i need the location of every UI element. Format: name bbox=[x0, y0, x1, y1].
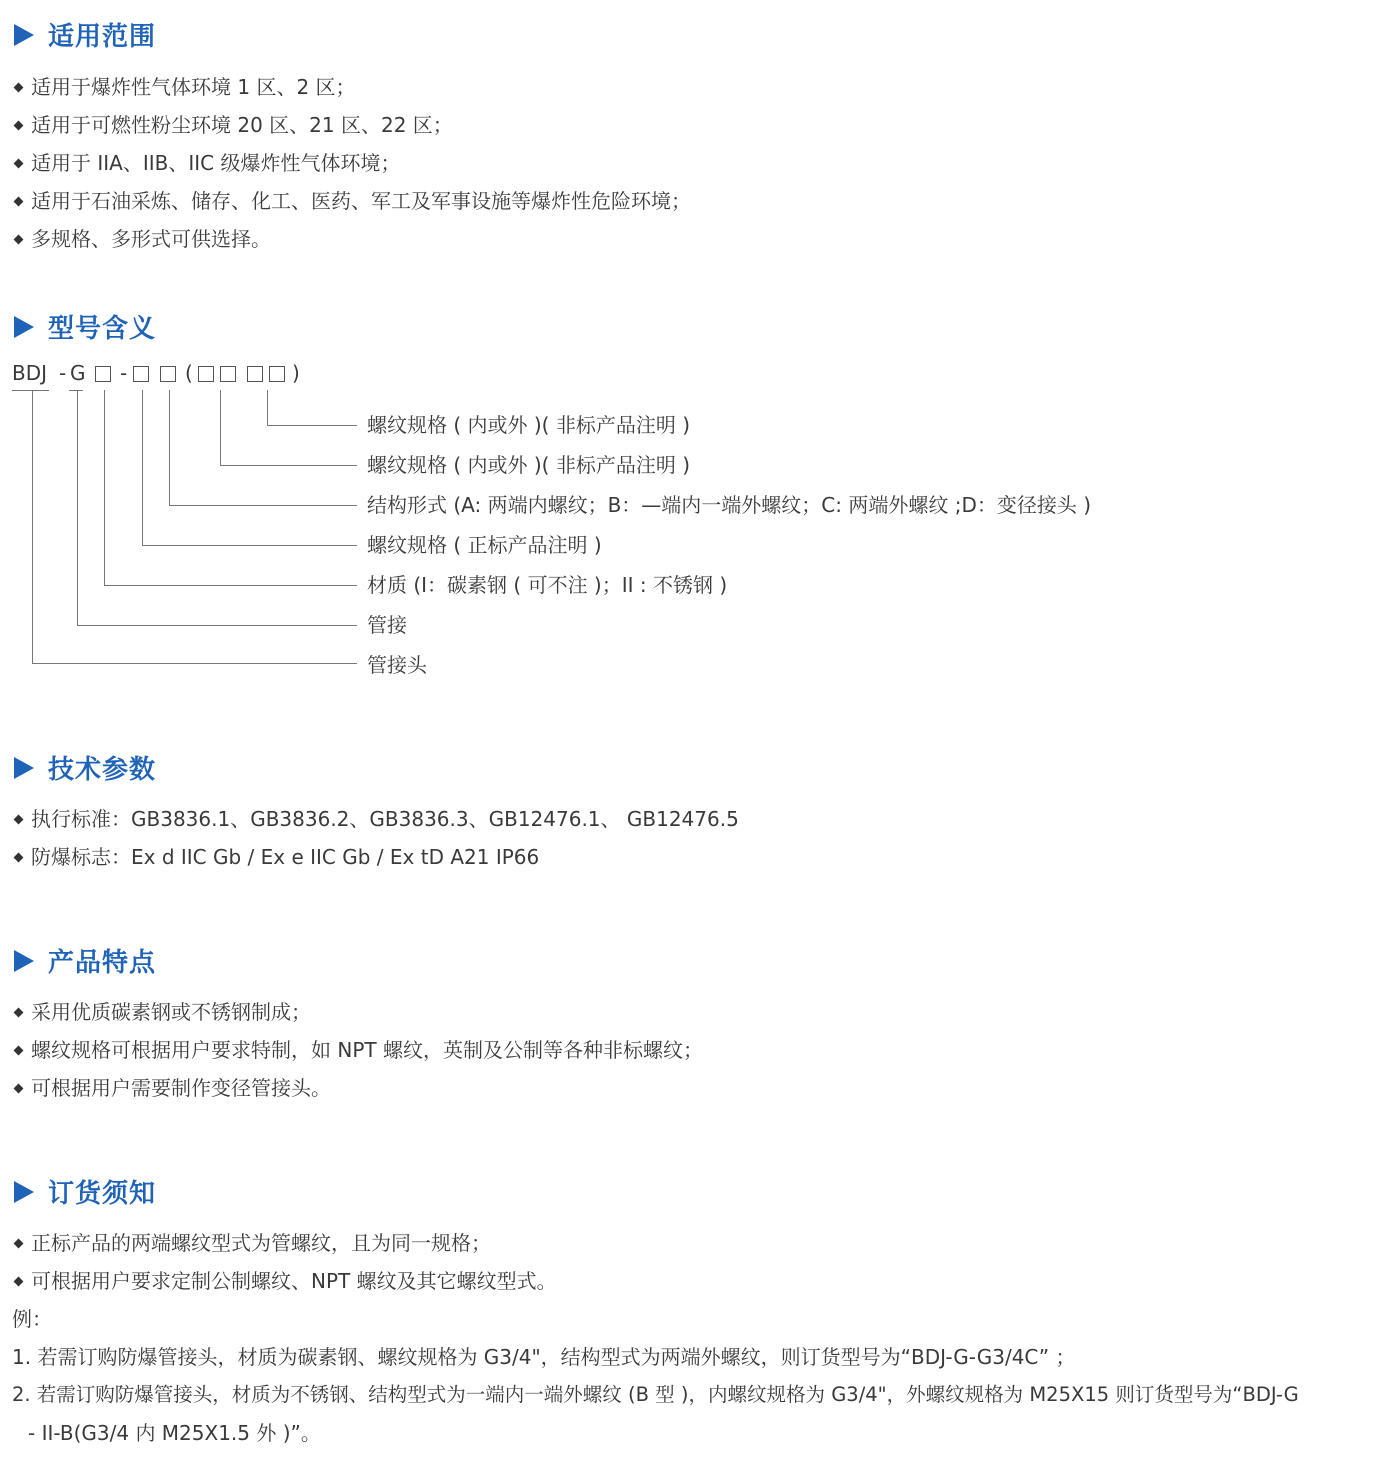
model-desc: 管接 bbox=[367, 613, 407, 637]
code-underline bbox=[69, 390, 83, 391]
code-rparen: ) bbox=[292, 361, 300, 385]
section-title-features bbox=[14, 942, 156, 979]
model-desc: 螺纹规格 ( 正标产品注明 ) bbox=[367, 533, 602, 557]
diamond-bullet-icon bbox=[14, 1276, 24, 1286]
model-desc: 结构形式 (A: 两端内螺纹；B：—端内一端外螺纹；C: 两端外螺纹 ;D：变径接头 ) bbox=[367, 493, 1092, 517]
example-1: 1. 若需订购防爆管接头，材质为碳素钢、螺纹规格为 G3/4"，结构型式为两端外螺纹，则订货型号为“BDJ-G-G3/4C” ； bbox=[12, 1345, 1076, 1369]
diamond-bullet-icon bbox=[14, 1238, 24, 1248]
diamond-bullet-icon bbox=[14, 1007, 24, 1017]
section-title-text: 型号含义 bbox=[48, 314, 157, 344]
example-label: 例： bbox=[12, 1307, 52, 1331]
triangle-bullet-icon bbox=[14, 757, 34, 779]
list-item: 适用于爆炸性气体环境 1 区、2 区； bbox=[12, 68, 691, 106]
code-placeholder-box bbox=[198, 366, 214, 382]
list-item: 防爆标志：Ex d IIC Gb / Ex e IIC Gb / Ex tD A21 IP66 bbox=[12, 838, 739, 876]
list-item: 执行标准：GB3836.1、GB3836.2、GB3836.3、GB12476.1、 GB12476.5 bbox=[12, 800, 739, 838]
code-prefix: BDJ bbox=[12, 361, 48, 385]
diamond-bullet-icon bbox=[14, 234, 24, 244]
diamond-bullet-icon bbox=[14, 120, 24, 130]
list-item: 适用于 IIA、IIB、IIC 级爆炸性气体环境； bbox=[12, 144, 691, 182]
connector-line bbox=[267, 425, 357, 426]
tech-list bbox=[12, 800, 739, 876]
list-item: 可根据用户要求定制公制螺纹、NPT 螺纹及其它螺纹型式。 bbox=[12, 1262, 557, 1300]
code-placeholder-box bbox=[247, 366, 263, 382]
example-2-line1: 2. 若需订购防爆管接头，材质为不锈钢、结构型式为一端内一端外螺纹 (B 型 )，内螺纹规格为 G3/4"，外螺纹规格为 M25X15 则订货型号为“BDJ-G bbox=[12, 1383, 1299, 1406]
diamond-bullet-icon bbox=[14, 158, 24, 168]
section-title-scope bbox=[14, 16, 156, 53]
connector-line bbox=[267, 390, 268, 425]
diamond-bullet-icon bbox=[14, 814, 24, 824]
code-placeholder-box bbox=[160, 366, 176, 382]
code-placeholder-box bbox=[133, 366, 149, 382]
connector-line bbox=[77, 625, 357, 626]
list-item: 适用于石油采炼、储存、化工、医药、军工及军事设施等爆炸性危险环境； bbox=[12, 182, 691, 220]
connector-line bbox=[169, 505, 357, 506]
features-list bbox=[12, 993, 703, 1107]
order-list bbox=[12, 1224, 557, 1300]
section-title-model bbox=[14, 308, 156, 345]
list-item: 多规格、多形式可供选择。 bbox=[12, 220, 691, 258]
code-placeholder-box bbox=[220, 366, 236, 382]
model-desc: 螺纹规格 ( 内或外 )( 非标产品注明 ) bbox=[367, 453, 690, 477]
list-item: 正标产品的两端螺纹型式为管螺纹，且为同一规格； bbox=[12, 1224, 557, 1262]
connector-line bbox=[77, 390, 78, 625]
section-title-order bbox=[14, 1173, 156, 1210]
scope-list bbox=[12, 68, 691, 258]
triangle-bullet-icon bbox=[14, 24, 34, 46]
diamond-bullet-icon bbox=[14, 1045, 24, 1055]
triangle-bullet-icon bbox=[14, 1181, 34, 1203]
connector-line bbox=[32, 390, 33, 663]
list-item: 采用优质碳素钢或不锈钢制成； bbox=[12, 993, 703, 1031]
code-underline bbox=[12, 390, 49, 391]
code-placeholder-box bbox=[269, 366, 285, 382]
connector-line bbox=[142, 545, 357, 546]
triangle-bullet-icon bbox=[14, 950, 34, 972]
code-g: G bbox=[70, 361, 86, 385]
example-2-line2: - II-B(G3/4 内 M25X1.5 外 )”。 bbox=[28, 1421, 321, 1445]
connector-line bbox=[104, 390, 105, 585]
triangle-bullet-icon bbox=[14, 316, 34, 338]
connector-line bbox=[220, 390, 221, 465]
section-title-text: 产品特点 bbox=[48, 948, 157, 978]
model-desc: 管接头 bbox=[367, 653, 427, 677]
section-title-text: 订货须知 bbox=[48, 1179, 157, 1209]
model-desc: 材质 (I：碳素钢 ( 可不注 )；II : 不锈钢 ) bbox=[367, 573, 728, 597]
diamond-bullet-icon bbox=[14, 82, 24, 92]
connector-line bbox=[32, 663, 357, 664]
diamond-bullet-icon bbox=[14, 852, 24, 862]
code-dash: - bbox=[59, 361, 67, 385]
code-dash: - bbox=[120, 361, 128, 385]
section-title-tech bbox=[14, 749, 156, 786]
list-item: 螺纹规格可根据用户要求特制，如 NPT 螺纹，英制及公制等各种非标螺纹； bbox=[12, 1031, 703, 1069]
connector-line bbox=[104, 585, 357, 586]
code-lparen: ( bbox=[185, 361, 193, 385]
section-title-text: 适用范围 bbox=[48, 22, 157, 52]
connector-line bbox=[220, 465, 357, 466]
model-desc: 螺纹规格 ( 内或外 )( 非标产品注明 ) bbox=[367, 413, 690, 437]
diamond-bullet-icon bbox=[14, 196, 24, 206]
code-placeholder-box bbox=[95, 366, 111, 382]
list-item: 适用于可燃性粉尘环境 20 区、21 区、22 区； bbox=[12, 106, 691, 144]
list-item: 可根据用户需要制作变径管接头。 bbox=[12, 1069, 703, 1107]
diamond-bullet-icon bbox=[14, 1083, 24, 1093]
section-title-text: 技术参数 bbox=[48, 755, 157, 785]
connector-line bbox=[169, 390, 170, 505]
connector-line bbox=[142, 390, 143, 545]
